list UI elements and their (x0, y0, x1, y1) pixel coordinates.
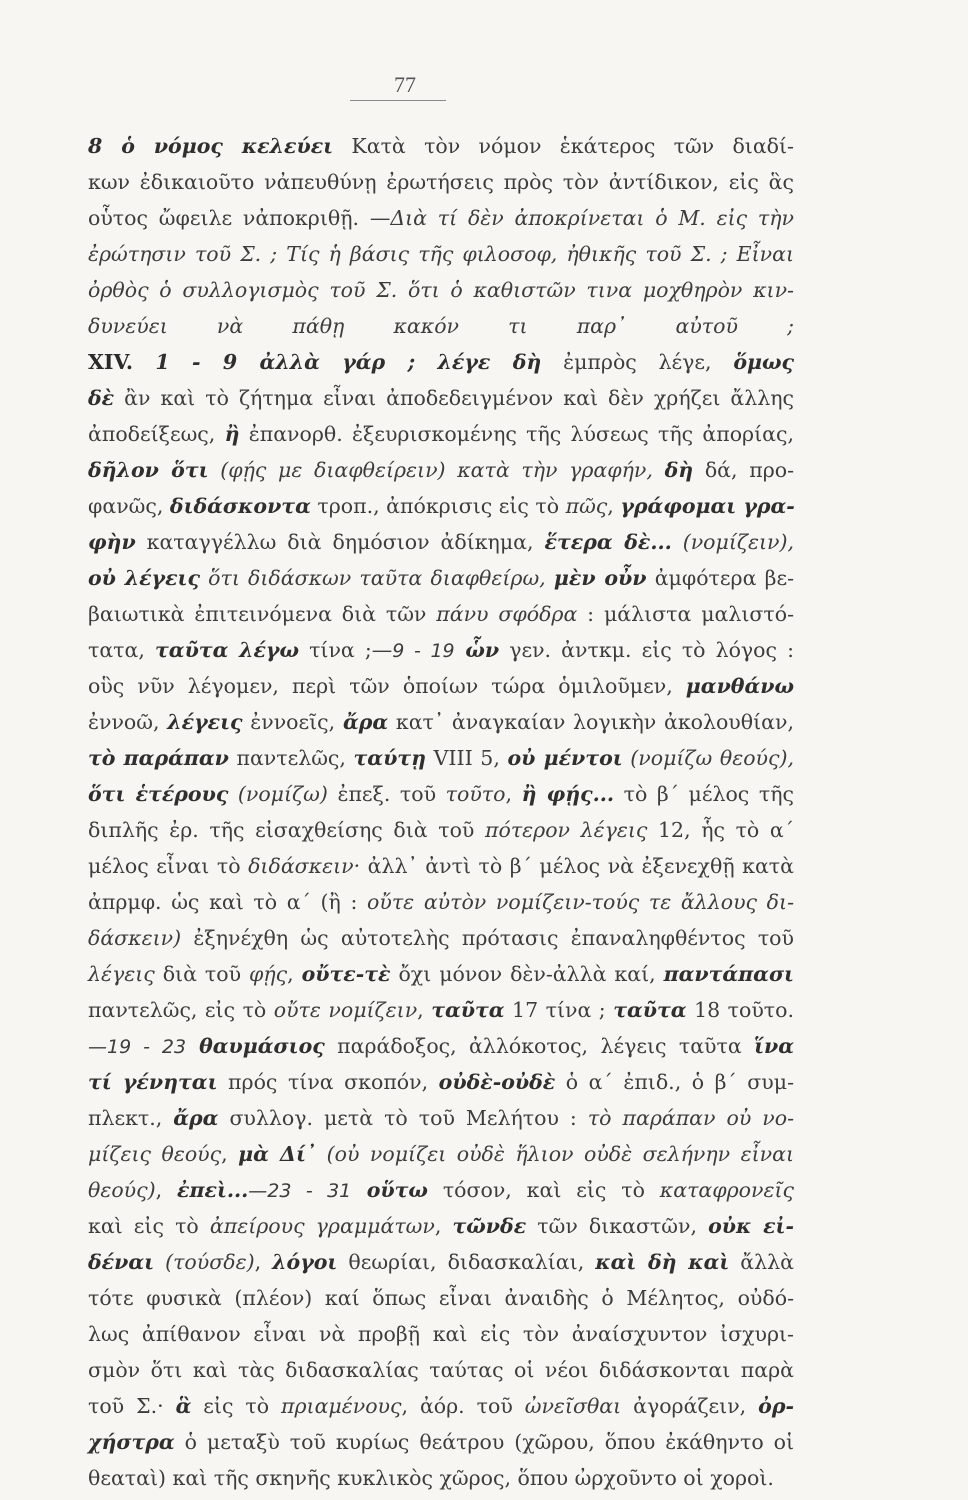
text-segment: (νομίζειν), (671, 530, 794, 554)
text-segment: 1 - 9 ἀλλὰ γάρ ; λέγε δὴ (132, 350, 542, 374)
text-segment: , (287, 962, 302, 986)
text-line (88, 776, 794, 812)
text-line (88, 1424, 794, 1460)
text-segment: 17 τίνα ; (504, 998, 614, 1022)
text-segment: : μάλιστα μαλιστό- (577, 602, 794, 626)
text-segment: διδάσκειν· (248, 854, 361, 878)
text-segment: ἐρώτησιν τοῦ Σ. ; Τίς ἡ βάσις τῆς φιλοσοφ, ἠθικῆς τοῦ Σ. ; Εἶναι (88, 242, 794, 266)
text-segment: πῶς (565, 494, 608, 518)
text-segment: ἀγοράζειν, (621, 1394, 759, 1418)
text-segment: τότε φυσικὰ (πλέον) καί ὅπως εἶναι ἀναιδὴς ὁ Μέλητος, οὐδό- (88, 1286, 794, 1310)
text-line (88, 344, 794, 380)
text-segment: οὔτε-τὲ (301, 962, 391, 986)
text-segment: ἃ (175, 1394, 192, 1418)
text-segment: δὴ (664, 458, 694, 482)
text-segment: δέναι (88, 1250, 155, 1274)
text-segment: , (607, 494, 621, 518)
text-segment: γεν. ἀντκμ. εἰς τὸ λόγος : (499, 638, 795, 662)
text-line (88, 272, 794, 308)
text-segment: μανθάνω (685, 674, 794, 698)
text-segment: , (155, 1178, 178, 1202)
text-segment: οὕτω (351, 1178, 428, 1202)
text-segment: μὰ Δί᾽ (238, 1142, 317, 1166)
text-segment: ἢ φῄς... (521, 782, 615, 806)
text-segment: θαυμάσιος (186, 1034, 325, 1058)
text-line (88, 200, 794, 236)
text-segment: VIII 5, (426, 746, 508, 770)
text-segment: φανῶς, (88, 494, 170, 518)
text-segment: λέγεις (88, 962, 155, 986)
text-segment: λως ἀπίθανον εἶναι νὰ προβῇ καὶ εἰς τὸν ἀναίσχυντον ἰσχυρι- (88, 1322, 794, 1346)
text-segment: καταγγέλλω διὰ δημόσιον ἀδίκημα, (135, 530, 545, 554)
text-segment: μίζεις θεούς (88, 1142, 222, 1166)
text-segment: λόγοι (272, 1250, 338, 1274)
text-line (88, 1316, 794, 1352)
text-segment: ὠνεῖσθαι (524, 1394, 622, 1418)
text-segment: ἀμφότερα βε- (646, 566, 794, 590)
text-segment: ταῦτα (613, 998, 687, 1022)
text-segment: τῶν δικαστῶν, (526, 1214, 709, 1238)
text-segment: (νομίζω) (228, 782, 328, 806)
text-segment: (τούσδε) (154, 1250, 255, 1274)
text-segment: ἀπείρους γραμμάτων (209, 1214, 435, 1238)
text-segment: ἀλλ᾽ ἀντὶ τὸ β΄ μέλος νὰ ἐξενεχθῇ κατὰ (360, 854, 794, 878)
text-segment: καταφρονεῖς (659, 1178, 794, 1202)
text-line (88, 1136, 794, 1172)
text-line (88, 1352, 794, 1388)
text-segment: Διὰ τί δὲν ἀποκρίνεται ὁ Μ. εἰς τὴν (390, 206, 794, 230)
text-line (88, 1388, 794, 1424)
text-segment: τόσον, καὶ εἰς τὸ (427, 1178, 660, 1202)
text-segment: ταῦτα (431, 998, 505, 1022)
text-segment: ἵνα (754, 1034, 795, 1058)
text-segment: συλλογ. μετὰ τὸ τοῦ Μελήτου : (218, 1106, 588, 1130)
text-segment: φῄς (248, 962, 288, 986)
text-line (88, 884, 794, 920)
text-segment: τί γένηται (88, 1070, 218, 1094)
text-line (88, 812, 794, 848)
text-segment: διπλῆς ἐρ. τῆς εἰσαχθείσης διὰ τοῦ (88, 818, 485, 842)
text-segment: , (254, 1250, 273, 1274)
text-segment: ἐπεξ. τοῦ (327, 782, 446, 806)
text-segment: ἄλλὰ (729, 1250, 794, 1274)
text-segment: δὲ (88, 386, 115, 410)
text-segment: δά, προ- (693, 458, 795, 482)
text-segment: παντελῶς, εἰς τὸ (88, 998, 274, 1022)
text-segment: ἄρα (173, 1106, 219, 1130)
text-segment: , (221, 1142, 239, 1166)
text-segment: οὐκ εἰ- (708, 1214, 794, 1238)
text-segment: κατ᾽ ἀναγκαίαν λογικὴν ἀκολουθίαν, (388, 710, 794, 734)
text-segment: δῆλον ὅτι (88, 458, 209, 482)
text-line (88, 992, 794, 1028)
text-segment: οὗτος ὤφειλε νἀποκριθῇ. — (88, 206, 391, 230)
text-segment: οὐ μέντοι (507, 746, 623, 770)
text-line (88, 1244, 794, 1280)
text-segment: ταῦτα λέγω (155, 638, 299, 662)
text-segment: τίνα ;— (298, 638, 393, 662)
text-line (88, 596, 794, 632)
text-segment: διὰ τοῦ (154, 962, 249, 986)
text-segment: , (505, 782, 522, 806)
text-segment: πότερον λέγεις (485, 818, 648, 842)
text-segment: καὶ δὴ καὶ (595, 1250, 730, 1274)
text-line (88, 488, 794, 524)
text-line (88, 380, 794, 416)
text-segment: τοῦτο (445, 782, 506, 806)
text-segment: θεαταὶ) καὶ τῆς σκηνῆς κυκλικὸς χῶρος, ὅπου ὠρχοῦντο οἱ χοροὶ. (88, 1466, 774, 1490)
text-line (88, 1280, 794, 1316)
text-segment: οὔτε αὐτὸν νομίζειν-τούς τε ἄλλους δι- (367, 890, 794, 914)
text-segment: 9 - 19 (392, 640, 455, 662)
text-line (88, 1064, 794, 1100)
text-segment: πάνυ σφόδρα (436, 602, 578, 626)
text-segment: οὓς νῦν λέγομεν, περὶ τῶν ὁποίων τώρα ὁμιλοῦμεν, (88, 674, 686, 698)
text-line (88, 452, 794, 488)
text-line (88, 560, 794, 596)
text-segment: παντελῶς, (228, 746, 354, 770)
text-segment: (νομίζω θεούς), (622, 746, 794, 770)
text-segment: , (434, 1214, 453, 1238)
text-segment: ἐννοεῖς, (242, 710, 343, 734)
text-segment: 8 ὁ νόμος κελεύει (88, 134, 334, 158)
text-segment: ἕτερα δὲ... (544, 530, 672, 554)
text-segment: Κατὰ τὸν νόμον ἑκάτερος τῶν διαδί- (333, 134, 794, 158)
text-segment: δυνεύει νὰ πάθῃ κακόν τι παρ᾽ αὐτοῦ ; (88, 314, 794, 338)
text-line (88, 524, 794, 560)
text-segment: κων ἐδικαιοῦτο νἀπευθύνῃ ἐρωτήσεις πρὸς τὸν ἀντίδικον, εἰς ἃς (88, 170, 794, 194)
text-line (88, 1208, 794, 1244)
text-line (88, 128, 794, 164)
text-line (88, 1028, 794, 1064)
text-segment: ὅμως (733, 350, 794, 374)
text-line (88, 704, 794, 740)
text-segment: ὄχι μόνον δὲν-ἀλλὰ καί, (390, 962, 664, 986)
text-segment: τὸ παράπαν οὐ νο- (587, 1106, 795, 1130)
text-segment: πριαμένους (281, 1394, 402, 1418)
text-segment: τὸ β΄ μέλος τῆς (614, 782, 794, 806)
text-segment: τροπ., ἀπόκρισις εἰς τὸ (310, 494, 566, 518)
text-line (88, 668, 794, 704)
text-segment: φὴν (88, 530, 136, 554)
text-segment: —23 - 31 (248, 1180, 352, 1202)
text-segment: παράδοξος, ἀλλόκοτος, λέγεις ταῦτα (324, 1034, 755, 1058)
text-segment: τῶνδε (452, 1214, 527, 1238)
text-segment: τατα, (88, 638, 155, 662)
text-line (88, 1460, 794, 1496)
text-segment: θεούς) (88, 1178, 156, 1202)
text-segment: 12, ἧς τὸ α΄ (647, 818, 794, 842)
text-segment: καὶ εἰς τὸ (88, 1214, 210, 1238)
text-segment: —19 - 23 (88, 1036, 187, 1058)
text-segment: ἐξηνέχθη ὡς αὐτοτελὴς πρότασις ἐπαναληφθέντος τοῦ (181, 926, 794, 950)
text-segment: ταύτῃ (353, 746, 427, 770)
text-segment: ἐπεὶ... (177, 1178, 249, 1202)
text-segment: (φῄς με διαφθείρειν) κατὰ τὴν γραφήν, (208, 458, 665, 482)
text-segment: , ἀόρ. τοῦ (401, 1394, 525, 1418)
text-segment: ὀρθὸς ὁ συλλογισμὸς τοῦ Σ. ὅτι ὁ καθιστῶν τινα μοχθηρὸν κιν- (88, 278, 794, 302)
text-line (88, 1100, 794, 1136)
text-segment: πρός τίνα σκοπόν, (217, 1070, 439, 1094)
text-line (88, 740, 794, 776)
text-line (88, 848, 794, 884)
text-segment: παντάπασι (663, 962, 794, 986)
page-number: 77 (394, 72, 416, 97)
commentary-text (88, 128, 794, 1496)
page-number-rule (350, 100, 446, 101)
text-segment: ὁ μεταξὺ τοῦ κυρίως θεάτρου (χῶρου, ὅπου ἐκάθηντο οἱ (174, 1430, 794, 1454)
text-segment: μέλος εἶναι τὸ (88, 854, 249, 878)
text-segment: ὅτι ἑτέρους (88, 782, 229, 806)
text-segment: ἄρα (342, 710, 389, 734)
text-segment: γράφομαι γρα- (620, 494, 795, 518)
text-segment: , (417, 998, 432, 1022)
text-segment: ἀποδείξεως, (88, 422, 225, 446)
text-segment: XIV. (88, 350, 133, 374)
text-segment: ἢ (224, 422, 240, 446)
text-line (88, 236, 794, 272)
text-segment: ὁ α΄ ἐπιδ., ὁ β΄ συμ- (555, 1070, 794, 1094)
text-segment: ὅτι διδάσκων ταῦτα διαφθείρω, (199, 566, 554, 590)
text-segment: ἐννοῶ, (88, 710, 168, 734)
text-segment: (οὐ νομίζει οὐδὲ ἥλιον οὐδὲ σελήνην εἶναι (316, 1142, 794, 1166)
text-segment: εἰς τὸ (191, 1394, 281, 1418)
text-line (88, 416, 794, 452)
text-segment: ὀρ- (758, 1394, 794, 1418)
text-segment: 18 τοῦτο. (686, 998, 794, 1022)
text-segment: ὧν (454, 638, 500, 662)
text-segment: βαιωτικὰ ἐπιτεινόμενα διὰ τῶν (88, 602, 437, 626)
text-segment: διδάσκοντα (169, 494, 311, 518)
text-segment: σμὸν ὅτι καὶ τὰς διδασκαλίας ταύτας οἱ νέοι διδάσκονται παρὰ (88, 1358, 794, 1382)
text-line (88, 632, 794, 668)
text-segment: πλεκτ., (88, 1106, 174, 1130)
text-segment: οὔτε νομίζειν (273, 998, 418, 1022)
text-segment: ἂν καὶ τὸ ζήτημα εἶναι ἀποδεδειγμένον καὶ δὲν χρήζει ἄλλης (114, 386, 794, 410)
text-segment: τοῦ Σ.· (88, 1394, 176, 1418)
text-line (88, 920, 794, 956)
text-segment: οὐδὲ-οὐδὲ (438, 1070, 556, 1094)
text-line (88, 164, 794, 200)
text-segment: οὐ λέγεις (88, 566, 200, 590)
text-segment: χήστρα (88, 1430, 175, 1454)
text-segment: λέγεις (167, 710, 243, 734)
text-segment: θεωρίαι, διδασκαλίαι, (337, 1250, 596, 1274)
text-line (88, 956, 794, 992)
text-segment: τὸ παράπαν (88, 746, 229, 770)
text-segment: ἀπρμφ. ὡς καὶ τὸ α΄ (ἢ : (88, 890, 368, 914)
text-segment: ἐμπρὸς λέγε, (541, 350, 734, 374)
text-segment: μὲν οὖν (553, 566, 647, 590)
text-segment: δάσκειν) (88, 926, 182, 950)
text-line (88, 308, 794, 344)
text-segment: ἐπανορθ. ἐξευρισκομένης τῆς λύσεως τῆς ἀπορίας, (239, 422, 794, 446)
text-line (88, 1172, 794, 1208)
